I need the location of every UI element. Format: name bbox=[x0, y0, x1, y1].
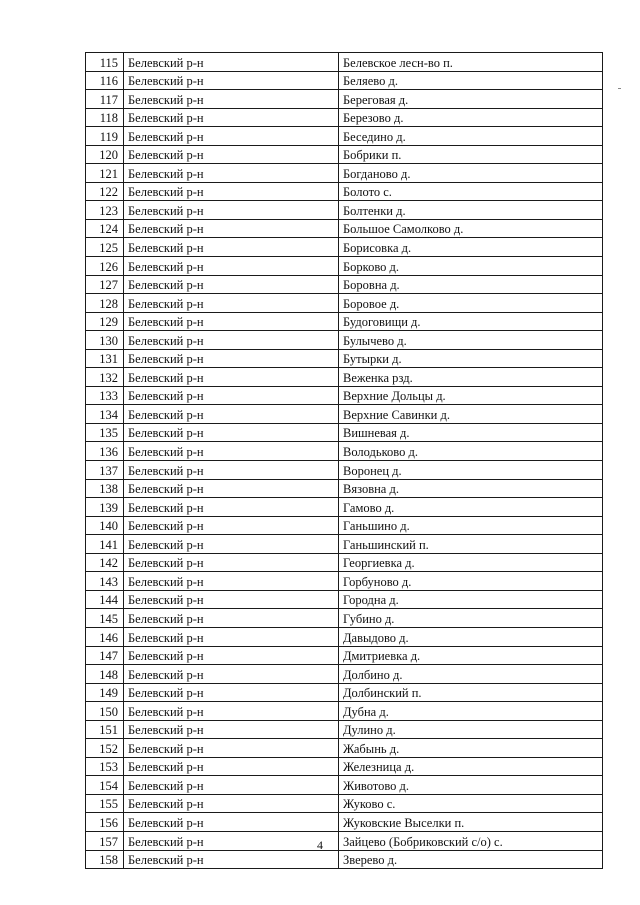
district-cell: Белевский р-н bbox=[124, 831, 339, 850]
row-number-cell: 136 bbox=[86, 442, 124, 461]
table-row bbox=[86, 386, 603, 405]
row-number-cell: 138 bbox=[86, 479, 124, 498]
row-number-cell: 156 bbox=[86, 813, 124, 832]
settlement-name-cell: Долбино д. bbox=[339, 665, 603, 684]
district-cell: Белевский р-н bbox=[124, 312, 339, 331]
row-number-cell: 126 bbox=[86, 257, 124, 276]
settlement-name-cell: Березово д. bbox=[339, 108, 603, 127]
district-cell: Белевский р-н bbox=[124, 683, 339, 702]
settlement-name-cell: Вязовна д. bbox=[339, 479, 603, 498]
row-number-cell: 124 bbox=[86, 219, 124, 238]
row-number-cell: 144 bbox=[86, 590, 124, 609]
row-number-cell: 139 bbox=[86, 498, 124, 517]
district-cell: Белевский р-н bbox=[124, 590, 339, 609]
settlement-name-cell: Володьково д. bbox=[339, 442, 603, 461]
row-number-cell: 121 bbox=[86, 164, 124, 183]
settlement-name-cell: Дмитриевка д. bbox=[339, 646, 603, 665]
page-number: 4 bbox=[317, 838, 323, 852]
district-cell: Белевский р-н bbox=[124, 516, 339, 535]
district-cell: Белевский р-н bbox=[124, 776, 339, 795]
row-number-cell: 147 bbox=[86, 646, 124, 665]
settlement-name-cell: Борисовка д. bbox=[339, 238, 603, 257]
district-cell: Белевский р-н bbox=[124, 71, 339, 90]
table-row bbox=[86, 53, 603, 72]
row-number-cell: 117 bbox=[86, 90, 124, 109]
settlement-name-cell: Вишневая д. bbox=[339, 423, 603, 442]
settlement-name-cell: Будоговищи д. bbox=[339, 312, 603, 331]
table-row bbox=[86, 71, 603, 90]
settlements-table-body bbox=[86, 53, 603, 869]
row-number-cell: 137 bbox=[86, 461, 124, 480]
district-cell: Белевский р-н bbox=[124, 108, 339, 127]
settlement-name-cell: Веженка рзд. bbox=[339, 368, 603, 387]
district-cell: Белевский р-н bbox=[124, 219, 339, 238]
district-cell: Белевский р-н bbox=[124, 368, 339, 387]
district-cell: Белевский р-н bbox=[124, 535, 339, 554]
settlement-name-cell: Воронец д. bbox=[339, 461, 603, 480]
settlement-name-cell: Боровна д. bbox=[339, 275, 603, 294]
district-cell: Белевский р-н bbox=[124, 739, 339, 758]
district-cell: Белевский р-н bbox=[124, 479, 339, 498]
table-row bbox=[86, 553, 603, 572]
row-number-cell: 119 bbox=[86, 127, 124, 146]
settlement-name-cell: Булычево д. bbox=[339, 331, 603, 350]
table-row bbox=[86, 627, 603, 646]
settlement-name-cell: Верхние Дольцы д. bbox=[339, 386, 603, 405]
district-cell: Белевский р-н bbox=[124, 182, 339, 201]
table-row bbox=[86, 757, 603, 776]
settlement-name-cell: Верхние Савинки д. bbox=[339, 405, 603, 424]
district-cell: Белевский р-н bbox=[124, 257, 339, 276]
scan-artifact-mark bbox=[618, 88, 621, 89]
table-row bbox=[86, 405, 603, 424]
row-number-cell: 127 bbox=[86, 275, 124, 294]
table-row bbox=[86, 702, 603, 721]
table-row bbox=[86, 590, 603, 609]
settlement-name-cell: Береговая д. bbox=[339, 90, 603, 109]
district-cell: Белевский р-н bbox=[124, 813, 339, 832]
settlement-name-cell: Болтенки д. bbox=[339, 201, 603, 220]
settlement-name-cell: Беляево д. bbox=[339, 71, 603, 90]
row-number-cell: 143 bbox=[86, 572, 124, 591]
settlement-name-cell: Белевское лесн-во п. bbox=[339, 53, 603, 72]
district-cell: Белевский р-н bbox=[124, 461, 339, 480]
table-row bbox=[86, 108, 603, 127]
district-cell: Белевский р-н bbox=[124, 498, 339, 517]
row-number-cell: 157 bbox=[86, 831, 124, 850]
table-row bbox=[86, 813, 603, 832]
row-number-cell: 154 bbox=[86, 776, 124, 795]
row-number-cell: 155 bbox=[86, 794, 124, 813]
district-cell: Белевский р-н bbox=[124, 609, 339, 628]
table-row bbox=[86, 423, 603, 442]
settlement-name-cell: Борково д. bbox=[339, 257, 603, 276]
district-cell: Белевский р-н bbox=[124, 850, 339, 869]
district-cell: Белевский р-н bbox=[124, 145, 339, 164]
district-cell: Белевский р-н bbox=[124, 275, 339, 294]
table-row bbox=[86, 349, 603, 368]
settlement-name-cell: Жабынь д. bbox=[339, 739, 603, 758]
table-row bbox=[86, 516, 603, 535]
row-number-cell: 120 bbox=[86, 145, 124, 164]
district-cell: Белевский р-н bbox=[124, 349, 339, 368]
table-row bbox=[86, 461, 603, 480]
row-number-cell: 153 bbox=[86, 757, 124, 776]
settlement-name-cell: Зверево д. bbox=[339, 850, 603, 869]
row-number-cell: 134 bbox=[86, 405, 124, 424]
settlement-name-cell: Бобрики п. bbox=[339, 145, 603, 164]
district-cell: Белевский р-н bbox=[124, 646, 339, 665]
table-row bbox=[86, 572, 603, 591]
settlement-name-cell: Жуковские Выселки п. bbox=[339, 813, 603, 832]
table-row bbox=[86, 683, 603, 702]
district-cell: Белевский р-н bbox=[124, 794, 339, 813]
settlement-name-cell: Дулино д. bbox=[339, 720, 603, 739]
table-row bbox=[86, 90, 603, 109]
settlement-name-cell: Животово д. bbox=[339, 776, 603, 795]
district-cell: Белевский р-н bbox=[124, 53, 339, 72]
settlement-name-cell: Долбинский п. bbox=[339, 683, 603, 702]
table-row bbox=[86, 739, 603, 758]
settlement-name-cell: Горбуново д. bbox=[339, 572, 603, 591]
district-cell: Белевский р-н bbox=[124, 331, 339, 350]
row-number-cell: 132 bbox=[86, 368, 124, 387]
table-row bbox=[86, 535, 603, 554]
table-row bbox=[86, 720, 603, 739]
table-row bbox=[86, 368, 603, 387]
table-row bbox=[86, 275, 603, 294]
district-cell: Белевский р-н bbox=[124, 423, 339, 442]
district-cell: Белевский р-н bbox=[124, 572, 339, 591]
settlement-name-cell: Губино д. bbox=[339, 609, 603, 628]
district-cell: Белевский р-н bbox=[124, 294, 339, 313]
table-row bbox=[86, 442, 603, 461]
district-cell: Белевский р-н bbox=[124, 127, 339, 146]
settlement-name-cell: Большое Самолково д. bbox=[339, 219, 603, 238]
settlement-name-cell: Дубна д. bbox=[339, 702, 603, 721]
row-number-cell: 150 bbox=[86, 702, 124, 721]
settlement-name-cell: Боровое д. bbox=[339, 294, 603, 313]
settlement-name-cell: Ганьшинский п. bbox=[339, 535, 603, 554]
row-number-cell: 128 bbox=[86, 294, 124, 313]
table-row bbox=[86, 498, 603, 517]
district-cell: Белевский р-н bbox=[124, 720, 339, 739]
district-cell: Белевский р-н bbox=[124, 238, 339, 257]
district-cell: Белевский р-н bbox=[124, 201, 339, 220]
table-row bbox=[86, 127, 603, 146]
table-row bbox=[86, 257, 603, 276]
row-number-cell: 115 bbox=[86, 53, 124, 72]
district-cell: Белевский р-н bbox=[124, 164, 339, 183]
row-number-cell: 158 bbox=[86, 850, 124, 869]
row-number-cell: 133 bbox=[86, 386, 124, 405]
table-row bbox=[86, 145, 603, 164]
settlement-name-cell: Богданово д. bbox=[339, 164, 603, 183]
table-row bbox=[86, 312, 603, 331]
row-number-cell: 123 bbox=[86, 201, 124, 220]
table-row bbox=[86, 331, 603, 350]
row-number-cell: 130 bbox=[86, 331, 124, 350]
table-row bbox=[86, 665, 603, 684]
row-number-cell: 116 bbox=[86, 71, 124, 90]
district-cell: Белевский р-н bbox=[124, 702, 339, 721]
row-number-cell: 135 bbox=[86, 423, 124, 442]
row-number-cell: 140 bbox=[86, 516, 124, 535]
district-cell: Белевский р-н bbox=[124, 442, 339, 461]
table-row bbox=[86, 182, 603, 201]
settlement-name-cell: Беседино д. bbox=[339, 127, 603, 146]
row-number-cell: 146 bbox=[86, 627, 124, 646]
settlement-name-cell: Зайцево (Бобриковский с/о) с. bbox=[339, 831, 603, 850]
table-row bbox=[86, 219, 603, 238]
row-number-cell: 149 bbox=[86, 683, 124, 702]
row-number-cell: 131 bbox=[86, 349, 124, 368]
settlement-name-cell: Болото с. bbox=[339, 182, 603, 201]
table-row bbox=[86, 238, 603, 257]
settlement-name-cell: Гамово д. bbox=[339, 498, 603, 517]
settlements-table bbox=[85, 52, 603, 869]
row-number-cell: 122 bbox=[86, 182, 124, 201]
table-row bbox=[86, 646, 603, 665]
row-number-cell: 148 bbox=[86, 665, 124, 684]
row-number-cell: 151 bbox=[86, 720, 124, 739]
table-row bbox=[86, 294, 603, 313]
district-cell: Белевский р-н bbox=[124, 405, 339, 424]
district-cell: Белевский р-н bbox=[124, 757, 339, 776]
district-cell: Белевский р-н bbox=[124, 553, 339, 572]
row-number-cell: 118 bbox=[86, 108, 124, 127]
settlement-name-cell: Городна д. bbox=[339, 590, 603, 609]
table-row bbox=[86, 164, 603, 183]
table-row bbox=[86, 776, 603, 795]
table-row bbox=[86, 479, 603, 498]
district-cell: Белевский р-н bbox=[124, 665, 339, 684]
district-cell: Белевский р-н bbox=[124, 627, 339, 646]
table-row bbox=[86, 609, 603, 628]
table-row bbox=[86, 794, 603, 813]
row-number-cell: 152 bbox=[86, 739, 124, 758]
district-cell: Белевский р-н bbox=[124, 386, 339, 405]
settlement-name-cell: Давыдово д. bbox=[339, 627, 603, 646]
settlement-name-cell: Бутырки д. bbox=[339, 349, 603, 368]
table-row bbox=[86, 201, 603, 220]
settlement-name-cell: Ганьшино д. bbox=[339, 516, 603, 535]
row-number-cell: 141 bbox=[86, 535, 124, 554]
row-number-cell: 145 bbox=[86, 609, 124, 628]
row-number-cell: 142 bbox=[86, 553, 124, 572]
district-cell: Белевский р-н bbox=[124, 90, 339, 109]
row-number-cell: 129 bbox=[86, 312, 124, 331]
row-number-cell: 125 bbox=[86, 238, 124, 257]
settlement-name-cell: Георгиевка д. bbox=[339, 553, 603, 572]
settlement-name-cell: Жуково с. bbox=[339, 794, 603, 813]
settlement-name-cell: Железница д. bbox=[339, 757, 603, 776]
